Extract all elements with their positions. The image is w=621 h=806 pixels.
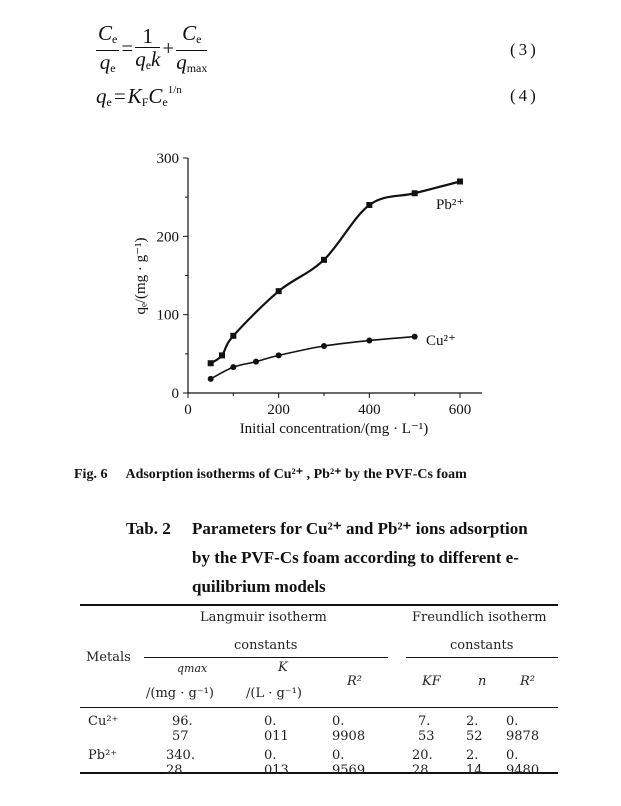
cell-r2-langmuir: 0. 9569 bbox=[332, 748, 366, 778]
data-point-cu bbox=[230, 364, 236, 370]
chart-series bbox=[208, 179, 463, 382]
series-label-pb: Pb²⁺ bbox=[436, 197, 465, 213]
cell-n: 2. 14 bbox=[466, 748, 483, 778]
cell-k: 0. 011 bbox=[264, 714, 289, 744]
header-k-unit: /(L · g⁻¹) bbox=[246, 686, 302, 701]
data-point-cu bbox=[321, 343, 327, 349]
cell-n: 2. 52 bbox=[466, 714, 483, 744]
data-point-pb bbox=[276, 288, 282, 294]
equation-freundlich: $q_e=K_FC_e^{1/n}$ bbox=[96, 84, 182, 109]
header-qmax: qmax bbox=[177, 662, 208, 675]
cell-kf: 20. 28 bbox=[412, 748, 433, 778]
y-tick-label: 0 bbox=[171, 386, 179, 402]
equation-number-4: (4) bbox=[510, 86, 539, 105]
cell-kf: 7. 53 bbox=[418, 714, 435, 744]
header-r2-langmuir: R² bbox=[347, 674, 362, 689]
series-line-cu bbox=[211, 337, 415, 379]
series-label-cu: Cu²⁺ bbox=[426, 333, 456, 349]
y-tick-label: 300 bbox=[156, 151, 179, 167]
table-header-rule bbox=[80, 707, 558, 708]
y-axis-label: qₑ/(mg · g⁻¹) bbox=[133, 237, 149, 315]
data-point-pb bbox=[230, 333, 236, 339]
header-qmax-unit: /(mg · g⁻¹) bbox=[146, 686, 214, 701]
chart-axes bbox=[188, 158, 482, 393]
equation-langmuir: $\frac{C_e}{q_e}$ = $\frac{1}{q_ek}$ + $\frac{C_e}{q_{max}}$ bbox=[98, 21, 208, 75]
header-n: n bbox=[478, 674, 487, 689]
table-bottom-rule bbox=[80, 772, 558, 774]
table-caption-line-3: quilibrium models bbox=[192, 577, 326, 596]
header-langmuir-line-2: constants bbox=[234, 638, 298, 653]
data-point-cu bbox=[366, 338, 372, 344]
cell-r2-langmuir: 0. 9908 bbox=[332, 714, 366, 744]
y-tick-label: 200 bbox=[156, 229, 179, 246]
data-point-pb bbox=[321, 257, 327, 263]
table-langmuir-rule bbox=[144, 657, 388, 658]
header-kf: KF bbox=[422, 674, 441, 689]
data-point-cu bbox=[412, 334, 418, 340]
x-axis-label: Initial concentration/(mg · L⁻¹) bbox=[239, 421, 429, 437]
header-metals: Metals bbox=[86, 650, 131, 665]
table-caption-label: Tab. 2 bbox=[126, 519, 171, 538]
cell-qmax: 96. 57 bbox=[172, 714, 193, 744]
data-point-cu bbox=[208, 376, 214, 382]
figure-caption-text: Adsorption isotherms of Cu²⁺ , Pb²⁺ by the PVF-Cs foam bbox=[125, 467, 467, 482]
header-r2-freundlich: R² bbox=[520, 674, 535, 689]
series-line-pb bbox=[211, 182, 460, 364]
table-caption bbox=[126, 514, 566, 601]
x-tick-label: 400 bbox=[358, 402, 381, 418]
data-point-pb bbox=[208, 360, 214, 366]
x-tick-label: 600 bbox=[448, 402, 472, 418]
x-tick-label: 200 bbox=[267, 402, 290, 418]
equation-number-3: (3) bbox=[510, 40, 539, 59]
table-top-rule bbox=[80, 604, 558, 606]
figure-caption-label: Fig. 6 bbox=[74, 467, 108, 482]
data-point-cu bbox=[276, 352, 282, 358]
table-freundlich-rule bbox=[406, 657, 558, 658]
data-point-cu bbox=[253, 359, 259, 365]
header-langmuir-line-1: Langmuir isotherm bbox=[200, 610, 327, 625]
data-point-pb bbox=[457, 179, 463, 185]
cell-qmax: 340. 28 bbox=[166, 748, 195, 778]
cell-metal: Pb²⁺ bbox=[88, 748, 118, 763]
cell-k: 0. 013 bbox=[264, 748, 289, 778]
cell-r2-freundlich: 0. 9480 bbox=[506, 748, 540, 778]
header-freundlich-line-1: Freundlich isotherm bbox=[412, 610, 547, 625]
header-freundlich-line-2: constants bbox=[450, 638, 514, 653]
figure-caption bbox=[74, 466, 467, 483]
data-point-pb bbox=[412, 190, 418, 196]
cell-metal: Cu²⁺ bbox=[88, 714, 119, 729]
header-k: K bbox=[278, 660, 288, 675]
y-tick-label: 100 bbox=[156, 307, 179, 324]
table-caption-line-2: by the PVF-Cs foam according to different e- bbox=[192, 548, 519, 567]
chart-labels bbox=[133, 197, 464, 437]
data-point-pb bbox=[219, 352, 225, 358]
data-point-pb bbox=[366, 202, 372, 208]
cell-r2-freundlich: 0. 9878 bbox=[506, 714, 540, 744]
x-tick-label: 0 bbox=[184, 402, 192, 418]
table-caption-line-1: Parameters for Cu²⁺ and Pb²⁺ ions adsorption bbox=[192, 519, 528, 538]
